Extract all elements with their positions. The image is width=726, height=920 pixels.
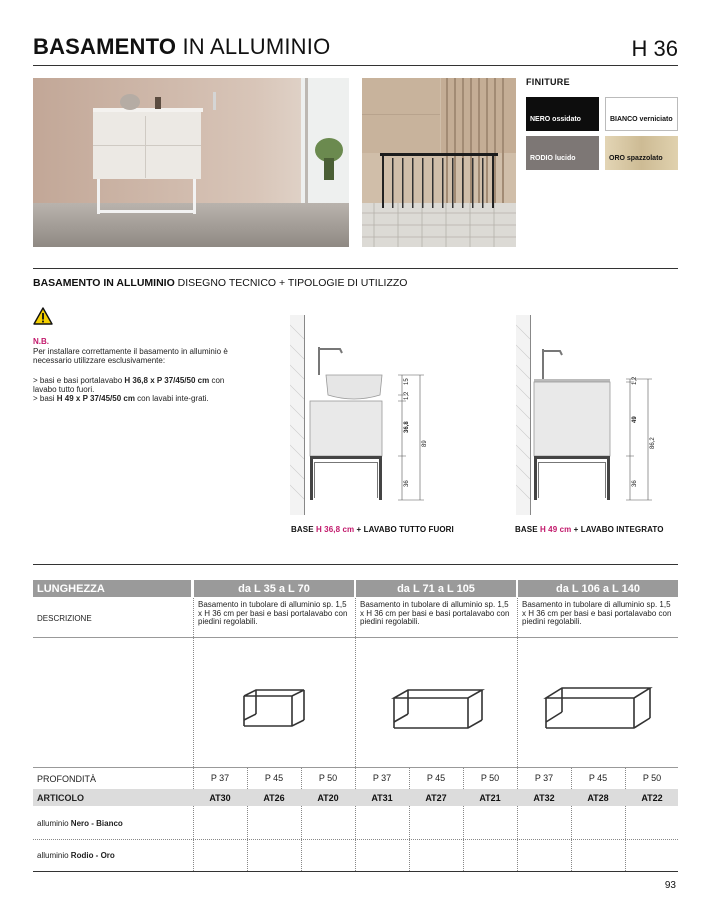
finish-label: ORO spazzolato xyxy=(609,154,663,162)
col-separator xyxy=(571,768,572,871)
col-separator xyxy=(355,598,356,871)
depth-cell: P 45 xyxy=(588,773,608,783)
finish-swatch-bianco[interactable] xyxy=(605,97,678,131)
depth-cell: P 50 xyxy=(642,773,662,783)
dim-label: 1,2 xyxy=(632,376,638,385)
table-bottom-rule xyxy=(33,871,678,872)
article-code: AT31 xyxy=(371,793,393,803)
dim-label: 1,2 xyxy=(404,391,410,400)
depth-cell: P 50 xyxy=(480,773,500,783)
page-number: 93 xyxy=(664,880,676,891)
finish-swatch-rodio[interactable] xyxy=(526,136,599,170)
finish-label: NERO ossidato xyxy=(530,115,581,123)
depth-cell: P 37 xyxy=(372,773,392,783)
note-intro: Per installare correttamente il basamento in alluminio è necessario utilizzare esclusivamente: xyxy=(33,347,228,366)
dim-label: 86,2 xyxy=(650,437,656,449)
depth-cell: P 37 xyxy=(534,773,554,783)
depth-cell: P 37 xyxy=(210,773,230,783)
dim-label: 36,8 xyxy=(404,421,410,433)
dim-label: 36 xyxy=(632,480,638,487)
finish-row-nero-bianco: alluminio Nero - Bianco xyxy=(37,819,123,828)
length-header: LUNGHEZZA xyxy=(33,580,191,597)
drawing-caption-right: BASE H 49 cm + LAVABO INTEGRATO xyxy=(515,525,664,534)
height-code: H 36 xyxy=(631,36,678,61)
depth-cell: P 45 xyxy=(426,773,446,783)
section-subtitle xyxy=(33,277,407,289)
col-separator xyxy=(247,768,248,871)
finishes-title: FINITURE xyxy=(526,77,570,87)
col-separator xyxy=(517,598,518,871)
col-separator xyxy=(625,768,626,871)
page-title xyxy=(33,34,330,60)
dim-label: 36 xyxy=(404,480,410,487)
description-text-1: Basamento in tubolare di alluminio sp. 1,5 x H 36 cm per basi e basi portalavabo con piedini regolabili. xyxy=(198,600,348,627)
note-line-1: > basi e basi portalavabo H 36,8 x P 37/45/50 cm con lavabo tutto fuori. xyxy=(33,376,225,395)
note-line-2: > basi H 49 x P 37/45/50 cm con lavabi inte-grati. xyxy=(33,394,209,403)
col-separator xyxy=(193,598,194,871)
depth-cell: P 45 xyxy=(264,773,284,783)
frame-drawing-small xyxy=(240,688,310,737)
finish-row-rodio-oro: alluminio Rodio - Oro xyxy=(37,851,115,860)
depth-label: PROFONDITÀ xyxy=(37,774,97,784)
warning-icon xyxy=(33,307,53,330)
dim-label: 15 xyxy=(404,378,410,385)
technical-drawing-left xyxy=(290,315,450,520)
col-separator xyxy=(463,768,464,871)
article-code: AT22 xyxy=(641,793,663,803)
dim-label: 49 xyxy=(632,416,638,423)
technical-drawing-right xyxy=(516,315,676,520)
drawing-caption-left: BASE H 36,8 cm + LAVABO TUTTO FUORI xyxy=(291,525,454,534)
range-header-1: da L 35 a L 70 xyxy=(194,580,354,597)
finish-swatch-nero[interactable] xyxy=(526,97,599,131)
header-rule xyxy=(33,65,678,66)
finish-label: BIANCO verniciato xyxy=(610,115,673,123)
article-code: AT21 xyxy=(479,793,501,803)
article-code: AT26 xyxy=(263,793,285,803)
subtitle-rest: DISEGNO TECNICO + TIPOLOGIE DI UTILIZZO xyxy=(177,277,408,289)
title-light: IN ALLUMINIO xyxy=(182,34,331,59)
article-code: AT27 xyxy=(425,793,447,803)
description-label: DESCRIZIONE xyxy=(37,614,92,623)
subtitle-bold: BASAMENTO IN ALLUMINIO xyxy=(33,277,175,289)
bathroom-photo xyxy=(33,78,349,247)
range-header-3: da L 106 a L 140 xyxy=(518,580,678,597)
dim-label: 89 xyxy=(422,440,428,447)
depth-cell: P 50 xyxy=(318,773,338,783)
description-text-2: Basamento in tubolare di alluminio sp. 1,5 x H 36 cm per basi e basi portalavabo con piedini regolabili. xyxy=(360,600,510,627)
article-label: ARTICOLO xyxy=(37,793,84,803)
note-title: N.B. xyxy=(33,337,49,346)
range-header-2: da L 71 a L 105 xyxy=(356,580,516,597)
finish-label: RODIO lucido xyxy=(530,154,576,162)
frame-drawing-large xyxy=(542,686,654,737)
article-code: AT20 xyxy=(317,793,339,803)
table-top-rule xyxy=(33,564,678,565)
detail-photo xyxy=(362,78,516,247)
col-separator xyxy=(409,768,410,871)
col-separator xyxy=(301,768,302,871)
article-code: AT32 xyxy=(533,793,555,803)
row-divider xyxy=(33,767,678,768)
article-code: AT28 xyxy=(587,793,609,803)
frame-drawing-medium xyxy=(390,688,486,737)
finish-swatch-oro[interactable] xyxy=(605,136,678,170)
title-bold: BASAMENTO xyxy=(33,34,177,59)
section-rule xyxy=(33,268,678,269)
row-divider xyxy=(33,839,678,840)
article-code: AT30 xyxy=(209,793,231,803)
description-text-3: Basamento in tubolare di alluminio sp. 1,5 x H 36 cm per basi e basi portalavabo con piedini regolabili. xyxy=(522,600,672,627)
